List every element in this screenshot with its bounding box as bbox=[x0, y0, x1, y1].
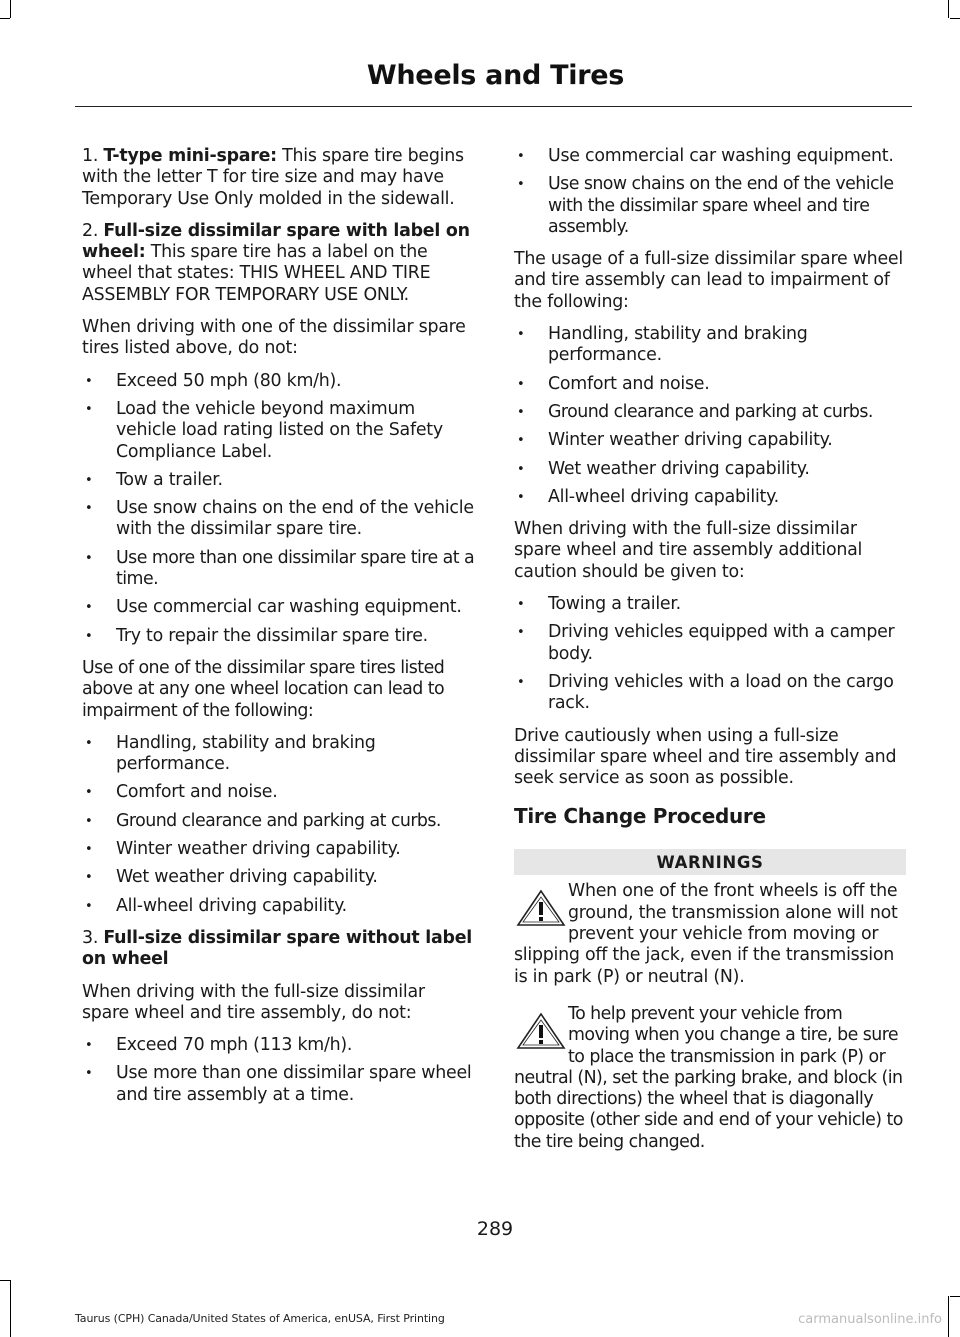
paragraph-full-size-do-not: When driving with the full-size dissimilar spare wheel and tire assembly, do not: bbox=[82, 981, 425, 1023]
paragraph-full-size-no-label: 3. Full-size dissimilar spare without label on wheel bbox=[82, 927, 472, 970]
list-impairment bbox=[82, 733, 476, 917]
list-item: • Use snow chains on the end of the vehicle with the dissimilar spare wheel and tire assembly. bbox=[514, 174, 906, 238]
list-item: • Winter weather driving capability. bbox=[82, 839, 476, 860]
list-item: • Driving vehicles with a load on the cargo rack. bbox=[514, 672, 906, 715]
paragraph-do-not: When driving with one of the dissimilar spare tires listed above, do not: bbox=[82, 317, 466, 359]
warning-triangle-icon bbox=[514, 1012, 568, 1050]
page-number: 289 bbox=[476, 1218, 514, 1240]
list-item: • Comfort and noise. bbox=[82, 782, 476, 803]
paragraph-full-size-label: 2. Full-size dissimilar spare with label on wheel: This spare tire has a label on the wheel that states: THIS WHEEL AND TIRE ASSEMBLY FOR TEMPORARY USE ONLY. bbox=[82, 220, 470, 305]
list-item: • Ground clearance and parking at curbs. bbox=[514, 402, 906, 423]
list-item: • Use snow chains on the end of the vehicle with the dissimilar spare tire. bbox=[82, 498, 476, 541]
list-item: • Use commercial car washing equipment. bbox=[82, 597, 476, 618]
list-item: • All-wheel driving capability. bbox=[514, 487, 906, 508]
list-item: • Exceed 50 mph (80 km/h). bbox=[82, 371, 476, 392]
page-title: Wheels and Tires bbox=[366, 60, 624, 91]
section-heading: Tire Change Procedure bbox=[514, 804, 766, 829]
list-item: • Wet weather driving capability. bbox=[82, 867, 476, 888]
paragraph-impairment: Use of one of the dissimilar spare tires listed above at any one wheel location can lead to impairment of the following: bbox=[82, 657, 445, 721]
list-item: • Use commercial car washing equipment. bbox=[514, 146, 906, 167]
left-column bbox=[82, 146, 476, 1117]
warning-text: When one of the front wheels is off the ground, the transmission alone will not prevent your vehicle from moving or slipping off the jack, even if the transmission is in park (P) or neutral (N). bbox=[514, 881, 898, 987]
paragraph-caution: When driving with the full-size dissimilar spare wheel and tire assembly additional caution should be given to: bbox=[514, 519, 863, 582]
list-item: • Tow a trailer. bbox=[82, 470, 476, 491]
list-caution bbox=[514, 594, 906, 714]
list-item: • Use more than one dissimilar spare tire at a time. bbox=[82, 548, 476, 591]
list-item: • Ground clearance and parking at curbs. bbox=[82, 811, 476, 832]
paragraph-t-type: 1. T-type mini-spare: This spare tire begins with the letter T for tire size and may have Temporary Use Only molded in the sidewall. bbox=[82, 146, 464, 209]
list-item: • All-wheel driving capability. bbox=[82, 896, 476, 917]
warnings-header: WARNINGS bbox=[514, 849, 906, 875]
paragraph-drive-cautiously: Drive cautiously when using a full-size dissimilar spare wheel and tire assembly and seek service as soon as possible. bbox=[514, 725, 897, 789]
footer-text: Taurus (CPH) Canada/United States of America, enUSA, First Printing bbox=[75, 1312, 445, 1325]
watermark: carmanualsonline.info bbox=[798, 1312, 942, 1327]
list-item: • Use more than one dissimilar spare wheel and tire assembly at a time. bbox=[82, 1063, 476, 1106]
warning-block bbox=[514, 1004, 906, 1153]
list-full-size-do-not bbox=[82, 1035, 476, 1106]
list-item: • Towing a trailer. bbox=[514, 594, 906, 615]
crop-mark bbox=[10, 0, 11, 18]
crop-mark bbox=[10, 1280, 11, 1337]
list-item: • Try to repair the dissimilar spare tire. bbox=[82, 626, 476, 647]
header-divider bbox=[75, 106, 912, 107]
crop-mark bbox=[0, 1280, 10, 1281]
list-item: • Handling, stability and braking performance. bbox=[514, 324, 906, 367]
right-column bbox=[514, 146, 906, 1169]
list-item: • Driving vehicles equipped with a camper body. bbox=[514, 622, 906, 665]
warning-block bbox=[514, 881, 906, 987]
list-item: • Comfort and noise. bbox=[514, 374, 906, 395]
list-item: • Wet weather driving capability. bbox=[514, 459, 906, 480]
warning-text: To help prevent your vehicle from moving when you change a tire, be sure to place the transmission in park (P) or neutral (N), set the parking brake, and block (in both directions) the wheel that is diagonally opposite (other side and end of your vehicle) to the tire being changed. bbox=[514, 1003, 903, 1152]
list-item: • Exceed 70 mph (113 km/h). bbox=[82, 1035, 476, 1056]
crop-mark bbox=[950, 1296, 960, 1297]
list-usage-impairment bbox=[514, 324, 906, 508]
list-do-not bbox=[82, 371, 476, 647]
list-item: • Load the vehicle beyond maximum vehicle load rating listed on the Safety Compliance Label. bbox=[82, 399, 476, 463]
list-full-size-do-not-cont bbox=[514, 146, 906, 238]
crop-mark bbox=[948, 0, 949, 18]
crop-mark bbox=[0, 18, 10, 19]
warning-triangle-icon bbox=[514, 889, 568, 927]
crop-mark bbox=[950, 18, 960, 19]
list-item: • Winter weather driving capability. bbox=[514, 430, 906, 451]
crop-mark bbox=[948, 1296, 949, 1337]
paragraph-usage-impairment: The usage of a full-size dissimilar spare wheel and tire assembly can lead to impairment of the following: bbox=[514, 249, 903, 312]
list-item: • Handling, stability and braking performance. bbox=[82, 733, 476, 776]
